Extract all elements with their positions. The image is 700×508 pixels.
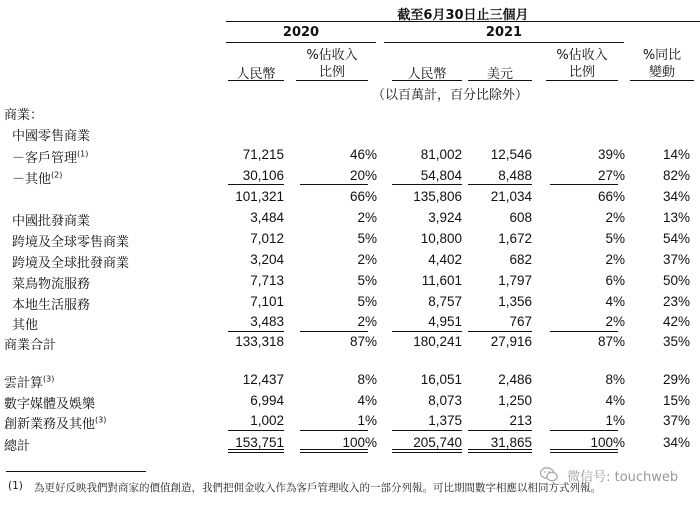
table-cell: 20% — [349, 168, 377, 183]
subtotal-rule — [300, 184, 368, 185]
col-pct-2020-line2: 比例 — [318, 65, 345, 80]
header-rule — [226, 21, 700, 22]
row-label — [12, 125, 90, 144]
table-cell: 54% — [662, 231, 690, 246]
col-pct-2020-line1: %佔收入 — [306, 48, 358, 63]
table-cell: 1,375 — [428, 413, 462, 428]
col-pct-2021-line2: 比例 — [568, 65, 595, 80]
table-cell: 12,546 — [490, 147, 532, 162]
col-rmb-2020: 人民幣 — [236, 67, 276, 82]
commerce-total-rule — [300, 331, 368, 332]
footnote-rule — [6, 471, 146, 472]
grand-total-double-rule — [468, 449, 532, 453]
row-label-text: 本地生活服務 — [12, 298, 91, 313]
table-cell: 1,672 — [498, 231, 532, 246]
row-label — [4, 104, 43, 123]
row-label — [12, 314, 38, 333]
commerce-total-rule — [228, 331, 284, 332]
subtotal-rule — [392, 184, 462, 185]
row-label-text: 總計 — [4, 439, 31, 454]
period-title: 截至6月30日止三個月 — [397, 8, 529, 23]
table-cell: 8% — [605, 372, 625, 387]
table-cell: 1,002 — [250, 413, 284, 428]
table-cell: 50% — [662, 273, 690, 288]
table-cell: 46% — [349, 147, 377, 162]
grand-total-double-rule — [392, 449, 462, 453]
table-cell: 27,916 — [490, 334, 532, 349]
table-cell: 7,012 — [250, 231, 284, 246]
col-rule — [296, 80, 368, 81]
commerce-total-rule — [550, 331, 618, 332]
row-label-text: －客戶管理 — [12, 151, 78, 166]
row-label-text: 跨境及全球零售商業 — [12, 235, 130, 250]
table-cell: 13% — [662, 210, 690, 225]
table-cell: 3,483 — [250, 314, 284, 329]
table-cell: 4,951 — [428, 314, 462, 329]
table-cell: 6,994 — [250, 393, 284, 408]
table-cell: 14% — [662, 147, 690, 162]
row-label — [12, 273, 90, 292]
table-cell: 100% — [590, 435, 625, 450]
table-cell: 4,402 — [428, 252, 462, 267]
row-label — [12, 231, 129, 250]
table-cell: 2% — [605, 252, 625, 267]
wechat-icon — [540, 467, 558, 486]
table-cell: 767 — [509, 314, 532, 329]
row-label — [12, 294, 90, 313]
table-cell: 42% — [662, 314, 690, 329]
table-cell: 2% — [357, 314, 377, 329]
subtotal-rule — [228, 184, 284, 185]
col-pct-2021-line1: %佔收入 — [556, 48, 608, 63]
table-cell: 2% — [605, 210, 625, 225]
row-label-text: 商業： — [4, 108, 44, 123]
grand-total-double-rule — [550, 449, 618, 453]
table-cell: 100% — [342, 435, 377, 450]
table-cell: 4% — [357, 393, 377, 408]
row-label — [12, 168, 62, 187]
grand-total-rule — [468, 430, 532, 431]
footnote-text: 為更好反映我們對商家的價值創造，我們把佣金收入作為客戶管理收入的一部分列報。可比期間數字相應以相同方式列報。 — [34, 482, 601, 494]
table-cell: 4% — [605, 294, 625, 309]
table-cell: 608 — [509, 210, 532, 225]
table-cell: 180,241 — [413, 334, 462, 349]
col-rule — [228, 80, 284, 81]
row-label-text: －其他 — [12, 172, 52, 187]
table-cell: 31,865 — [490, 435, 532, 450]
table-cell: 133,318 — [235, 334, 284, 349]
grand-total-double-rule — [300, 449, 368, 453]
table-cell: 12,437 — [242, 372, 284, 387]
table-cell: 1% — [357, 413, 377, 428]
commerce-total-rule — [468, 331, 532, 332]
watermark-text: 微信号: touchweb — [567, 470, 679, 485]
table-cell: 39% — [597, 147, 625, 162]
table-cell: 10,800 — [420, 231, 462, 246]
footnote-ref: (2) — [51, 170, 63, 180]
table-cell: 66% — [349, 189, 377, 204]
table-cell: 2,486 — [498, 372, 532, 387]
row-label-text: 菜鳥物流服務 — [12, 277, 91, 292]
col-usd-2021: 美元 — [486, 67, 513, 82]
year-2020-rule — [226, 42, 376, 43]
table-cell: 6% — [605, 273, 625, 288]
table-cell: 1% — [605, 413, 625, 428]
row-label-text: 跨境及全球批發商業 — [12, 256, 130, 271]
table-cell: 101,321 — [235, 189, 284, 204]
units-note: （以百萬計，百分比除外） — [371, 88, 528, 103]
table-cell: 2% — [357, 210, 377, 225]
col-rule — [468, 80, 532, 81]
footnote-ref: (3) — [95, 415, 107, 425]
table-cell: 15% — [662, 393, 690, 408]
table-cell: 8% — [357, 372, 377, 387]
row-label — [12, 147, 88, 166]
table-cell: 1,250 — [498, 393, 532, 408]
table-cell: 5% — [357, 231, 377, 246]
table-cell: 27% — [597, 168, 625, 183]
table-cell: 4% — [605, 393, 625, 408]
table-cell: 7,713 — [250, 273, 284, 288]
table-cell: 16,051 — [420, 372, 462, 387]
row-label-text: 中國批發商業 — [12, 214, 91, 229]
col-yoy-line1: %同比 — [642, 48, 682, 63]
row-label-text: 商業合計 — [4, 338, 57, 353]
footnote-ref: (3) — [43, 374, 55, 384]
table-cell: 87% — [349, 334, 377, 349]
subtotal-rule — [468, 184, 532, 185]
table-cell: 35% — [662, 334, 690, 349]
col-rule — [392, 80, 462, 81]
table-cell: 8,488 — [498, 168, 532, 183]
table-cell: 2% — [357, 252, 377, 267]
table-cell: 682 — [509, 252, 532, 267]
table-cell: 37% — [662, 252, 690, 267]
table-cell: 1,797 — [498, 273, 532, 288]
row-label — [4, 372, 54, 391]
table-cell: 71,215 — [242, 147, 284, 162]
table-cell: 5% — [357, 294, 377, 309]
table-cell: 135,806 — [413, 189, 462, 204]
row-label-text: 數字媒體及娛樂 — [4, 397, 96, 412]
table-cell: 3,204 — [250, 252, 284, 267]
table-cell: 21,034 — [490, 189, 532, 204]
commerce-total-rule — [392, 331, 462, 332]
table-cell: 54,804 — [420, 168, 462, 183]
table-cell: 153,751 — [235, 435, 284, 450]
row-label — [4, 435, 30, 454]
table-cell: 82% — [662, 168, 690, 183]
row-label-text: 創新業務及其他 — [4, 417, 96, 432]
table-cell: 23% — [662, 294, 690, 309]
table-cell: 37% — [662, 413, 690, 428]
table-cell: 213 — [509, 413, 532, 428]
col-rule — [630, 80, 694, 81]
subtotal-rule — [550, 184, 618, 185]
col-rule — [546, 80, 618, 81]
table-cell: 5% — [357, 273, 377, 288]
grand-total-rule — [392, 430, 462, 431]
table-cell: 205,740 — [413, 435, 462, 450]
table-cell: 34% — [662, 189, 690, 204]
table-cell: 5% — [605, 231, 625, 246]
row-label — [12, 252, 129, 271]
row-label-text: 中國零售商業 — [12, 129, 91, 144]
table-cell: 81,002 — [420, 147, 462, 162]
table-cell: 3,484 — [250, 210, 284, 225]
row-label — [4, 393, 95, 412]
year-2021-rule — [384, 42, 624, 43]
year-2021-header: 2021 — [485, 25, 523, 40]
table-cell: 1,356 — [498, 294, 532, 309]
year-2020-header: 2020 — [282, 25, 320, 40]
table-cell: 11,601 — [421, 273, 462, 288]
row-label — [4, 334, 56, 353]
wechat-watermark — [540, 466, 678, 486]
footnote-marker: (1) — [8, 480, 23, 492]
footnote-ref: (1) — [77, 149, 89, 159]
table-cell: 66% — [597, 189, 625, 204]
table-cell: 8,757 — [428, 294, 462, 309]
grand-total-rule — [550, 430, 618, 431]
row-label-text: 其他 — [12, 318, 39, 333]
table-cell: 34% — [662, 435, 690, 450]
table-cell: 87% — [597, 334, 625, 349]
row-label-text: 雲計算 — [4, 376, 44, 391]
table-cell: 3,924 — [428, 210, 462, 225]
table-cell: 7,101 — [250, 294, 284, 309]
grand-total-rule — [300, 430, 368, 431]
row-label — [4, 413, 106, 432]
row-label — [12, 210, 90, 229]
table-cell: 29% — [662, 372, 690, 387]
table-cell: 8,073 — [428, 393, 462, 408]
table-cell: 2% — [605, 314, 625, 329]
grand-total-double-rule — [228, 449, 284, 453]
grand-total-rule — [228, 430, 284, 431]
col-rmb-2021: 人民幣 — [407, 67, 447, 82]
col-yoy-line2: 變動 — [648, 65, 675, 80]
table-cell: 30,106 — [242, 168, 284, 183]
